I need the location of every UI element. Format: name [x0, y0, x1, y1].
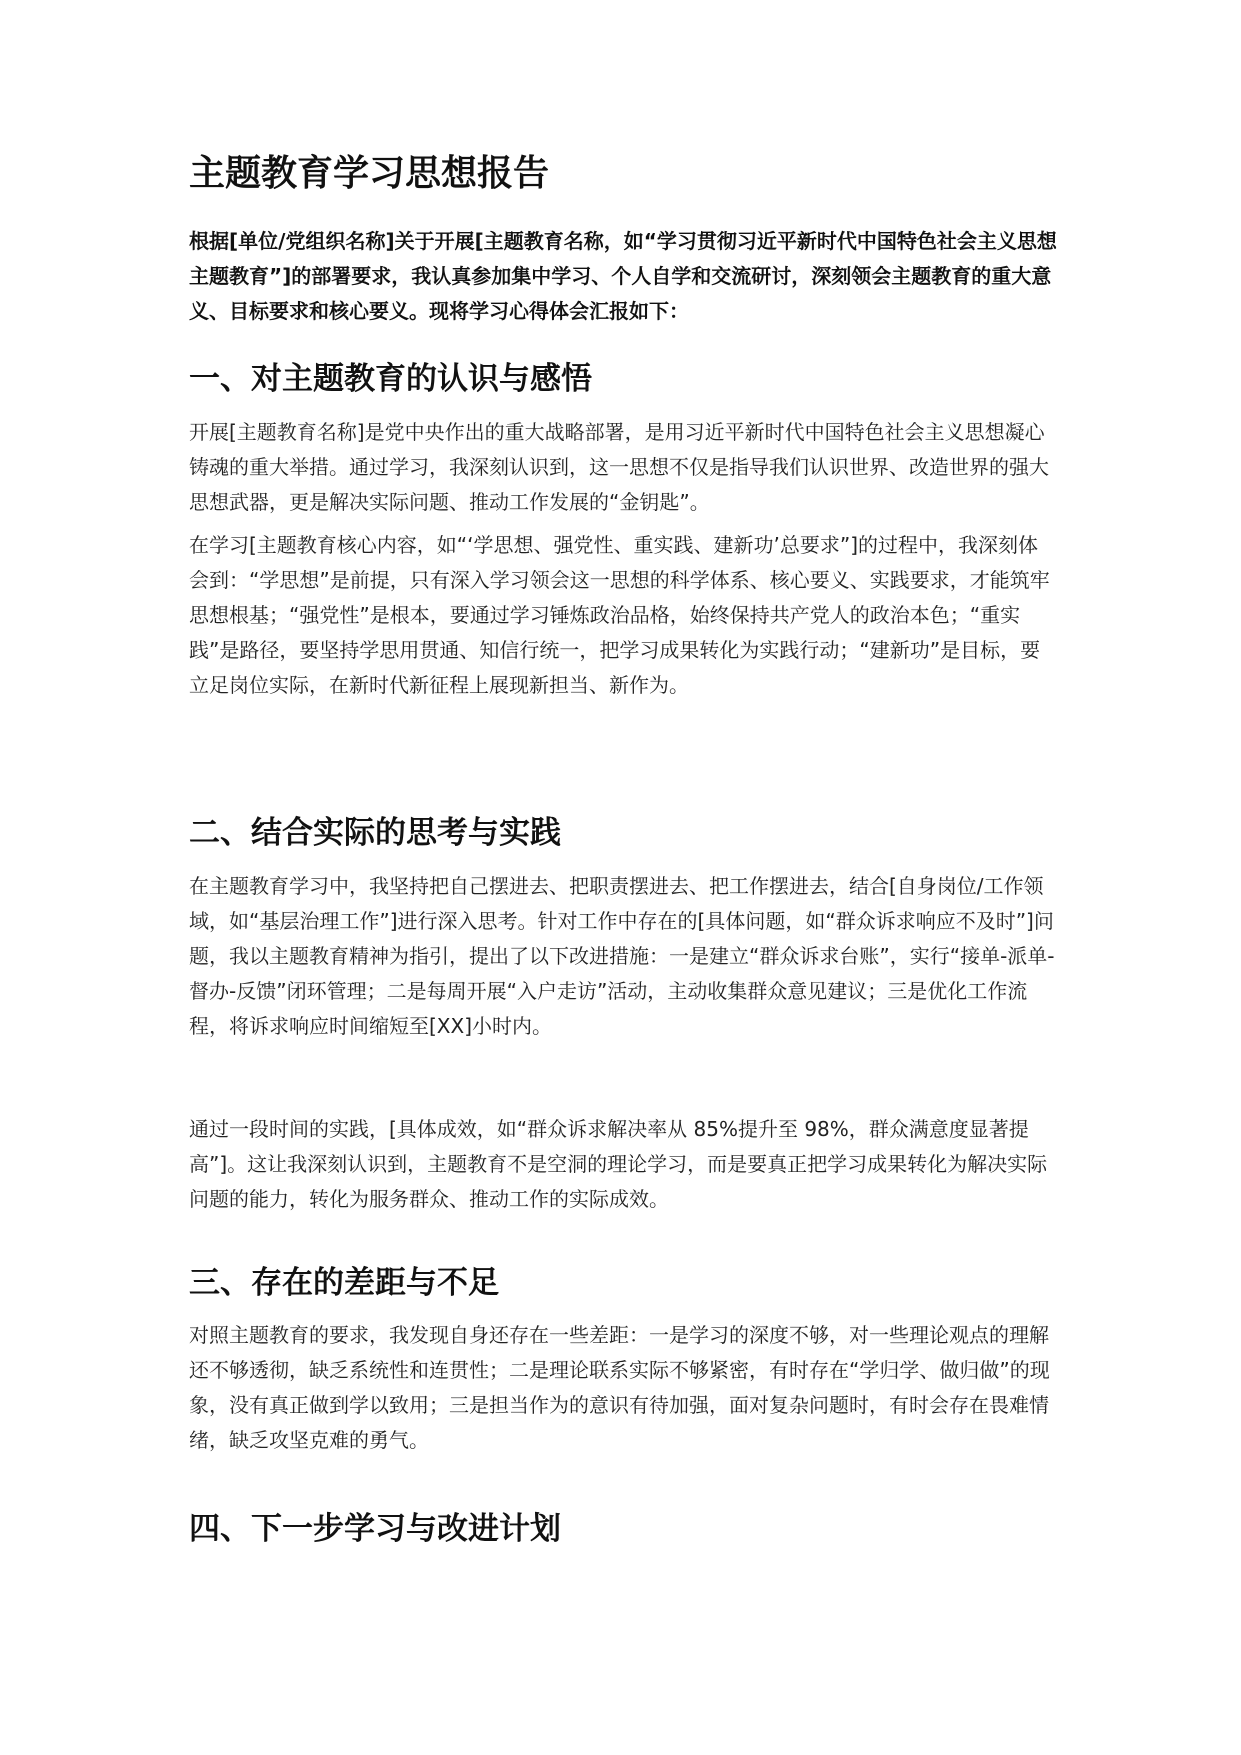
- section-4-heading: 四、下一步学习与改进计划: [189, 1511, 561, 1547]
- section-1-paragraph-2: 在学习[主题教育核心内容，如“‘学思想、强党性、重实践、建新功’总要求”]的过程中，我深刻体会到：“学思想”是前提，只有深入学习领会这一思想的科学体系、核心要义、实践要求，才能筑牢思想根基；“强党性”是根本，要通过学习锤炼政治品格，始终保持共产党人的政治本色；“重实践”是路径，要坚持学思用贯通、知信行统一，把学习成果转化为实践行动；“建新功”是目标，要立足岗位实际，在新时代新征程上展现新担当、新作为。: [189, 533, 1050, 697]
- section-3-heading: 三、存在的差距与不足: [189, 1265, 499, 1301]
- document-title: 主题教育学习思想报告: [189, 153, 550, 194]
- section-3-paragraph-1: 对照主题教育的要求，我发现自身还存在一些差距：一是学习的深度不够，对一些理论观点的理解还不够透彻，缺乏系统性和连贯性；二是理论联系实际不够紧密，有时存在“学归学、做归做”的现象，没有真正做到学以致用；三是担当作为的意识有待加强，面对复杂问题时，有时会存在畏难情绪，缺乏攻坚克难的勇气。: [189, 1323, 1050, 1452]
- section-2-heading: 二、结合实际的思考与实践: [189, 815, 561, 851]
- section-2-paragraph-1: 在主题教育学习中，我坚持把自己摆进去、把职责摆进去、把工作摆进去，结合[自身岗位/工作领域，如“基层治理工作”]进行深入思考。针对工作中存在的[具体问题，如“群众诉求响应不及时”]问题，我以主题教育精神为指引，提出了以下改进措施：一是建立“群众诉求台账”，实行“接单-派单-督办-反馈”闭环管理；二是每周开展“入户走访”活动，主动收集群众意见建议；三是优化工作流程，将诉求响应时间缩短至[XX]小时内。: [189, 874, 1055, 1038]
- intro-paragraph: 根据[单位/党组织名称]关于开展[主题教育名称，如“学习贯彻习近平新时代中国特色社会主义思想主题教育”]的部署要求，我认真参加集中学习、个人自学和交流研讨，深刻领会主题教育的重大意义、目标要求和核心要义。现将学习心得体会汇报如下：: [189, 229, 1057, 323]
- section-2-paragraph-2: 通过一段时间的实践，[具体成效，如“群众诉求解决率从 85%提升至 98%，群众满意度显著提高”]。这让我深刻认识到，主题教育不是空洞的理论学习，而是要真正把学习成果转化为解决实际问题的能力，转化为服务群众、推动工作的实际成效。: [189, 1117, 1048, 1211]
- section-1-paragraph-1: 开展[主题教育名称]是党中央作出的重大战略部署，是用习近平新时代中国特色社会主义思想凝心铸魂的重大举措。通过学习，我深刻认识到，这一思想不仅是指导我们认识世界、改造世界的强大思想武器，更是解决实际问题、推动工作发展的“金钥匙”。: [189, 420, 1049, 514]
- section-1-heading: 一、对主题教育的认识与感悟: [189, 361, 592, 397]
